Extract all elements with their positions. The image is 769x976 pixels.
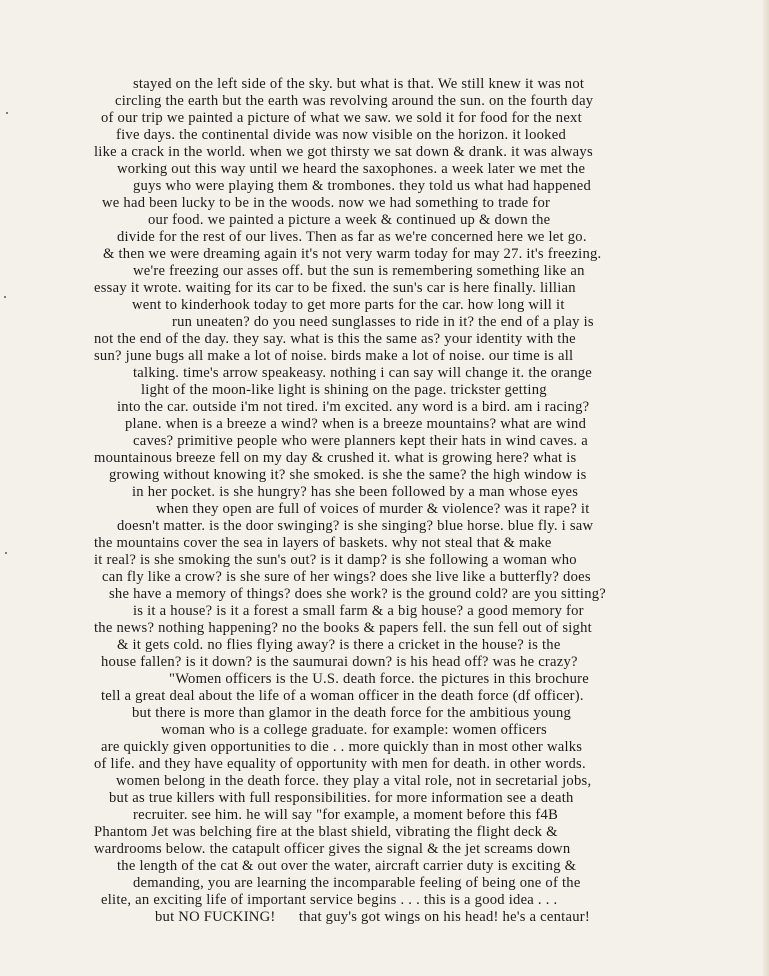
text-line: Phantom Jet was belching fire at the blast shield, vibrating the flight deck & — [94, 824, 558, 840]
page-edge — [763, 0, 769, 976]
text-line: light of the moon-like light is shining on the page. trickster getting — [141, 382, 547, 398]
text-line: & it gets cold. no flies flying away? is there a cricket in the house? is the — [117, 637, 561, 653]
text-line: circling the earth but the earth was revolving around the sun. on the fourth day — [115, 93, 594, 109]
text-line: elite, an exciting life of important service begins . . . this is a good idea . . . — [101, 892, 558, 908]
text-line: are quickly given opportunities to die . . more quickly than in most other walks — [101, 739, 583, 755]
text-line: but as true killers with full responsibilities. for more information see a death — [109, 790, 574, 806]
text-line: like a crack in the world. when we got thirsty we sat down & drank. it was always — [94, 144, 593, 160]
text-line: & then we were dreaming again it's not very warm today for may 27. it's freezing. — [103, 246, 602, 262]
text-line: went to kinderhook today to get more parts for the car. how long will it — [132, 297, 565, 313]
text-line: house fallen? is it down? is the saumurai down? is his head off? was he crazy? — [101, 654, 578, 670]
margin-mark — [5, 552, 7, 554]
text-line: recruiter. see him. he will say "for example, a moment before this f4B — [133, 807, 559, 823]
text-line: women belong in the death force. they play a vital role, not in secretarial jobs, — [116, 773, 592, 789]
text-line: essay it wrote. waiting for its car to be fixed. the sun's car is here finally. lillian — [94, 280, 576, 296]
margin-mark — [4, 296, 6, 298]
text-line: working out this way until we heard the saxophones. a week later we met the — [117, 161, 586, 177]
margin-mark — [6, 112, 8, 114]
text-line: into the car. outside i'm not tired. i'm excited. any word is a bird. am i racing? — [117, 399, 590, 415]
text-line: the news? nothing happening? no the books & papers fell. the sun fell out of sight — [94, 620, 592, 636]
text-line: mountainous breeze fell on my day & crushed it. what is growing here? what is — [94, 450, 577, 466]
text-line: caves? primitive people who were planners kept their hats in wind caves. a — [133, 433, 588, 449]
text-line: of life. and they have equality of opportunity with men for death. in other words. — [94, 756, 586, 772]
text-line: not the end of the day. they say. what is this the same as? your identity with the — [94, 331, 576, 347]
text-line: in her pocket. is she hungry? has she been followed by a man whose eyes — [132, 484, 579, 500]
text-line: but there is more than glamor in the death force for the ambitious young — [132, 705, 572, 721]
text-line: can fly like a crow? is she sure of her wings? does she live like a butterfly? does — [102, 569, 591, 585]
text-line: run uneaten? do you need sunglasses to ride in it? the end of a play is — [172, 314, 594, 330]
text-line: is it a house? is it a forest a small farm & a big house? a good memory for — [133, 603, 584, 619]
text-line: the length of the cat & out over the water, aircraft carrier duty is exciting & — [117, 858, 577, 874]
text-line: but NO FUCKING! that guy's got wings on his head! he's a centaur! — [155, 909, 590, 925]
text-line: woman who is a college graduate. for example: women officers — [161, 722, 547, 738]
text-line: guys who were playing them & trombones. they told us what had happened — [133, 178, 592, 194]
text-line: it real? is she smoking the sun's out? is it damp? is she following a woman who — [94, 552, 577, 568]
text-line: the mountains cover the sea in layers of baskets. why not steal that & make — [94, 535, 552, 551]
text-line: five days. the continental divide was now visible on the horizon. it looked — [116, 127, 566, 143]
text-line: demanding, you are learning the incomparable feeling of being one of the — [133, 875, 581, 891]
text-line: doesn't matter. is the door swinging? is she singing? blue horse. blue fly. i saw — [117, 518, 594, 534]
text-line: stayed on the left side of the sky. but what is that. We still knew it was not — [133, 76, 585, 92]
text-line: we're freezing our asses off. but the sun is remembering something like an — [133, 263, 585, 279]
text-line: divide for the rest of our lives. Then as far as we're concerned here we let go. — [117, 229, 587, 245]
text-line: tell a great deal about the life of a woman officer in the death force (df officer). — [101, 688, 584, 704]
text-line: talking. time's arrow speakeasy. nothing i can say will change it. the orange — [133, 365, 593, 381]
text-line: she have a memory of things? does she work? is the ground cold? are you sitting? — [109, 586, 607, 602]
text-line: our food. we painted a picture a week & continued up & down the — [148, 212, 551, 228]
text-line: plane. when is a breeze a wind? when is a breeze mountains? what are wind — [125, 416, 587, 432]
text-line: sun? june bugs all make a lot of noise. birds make a lot of noise. our time is all — [94, 348, 574, 364]
text-line: when they open are full of voices of murder & violence? was it rape? it — [156, 501, 590, 517]
text-line: we had been lucky to be in the woods. now we had something to trade for — [102, 195, 551, 211]
text-line: of our trip we painted a picture of what we saw. we sold it for food for the next — [101, 110, 582, 126]
text-line: growing without knowing it? she smoked. is she the same? the high window is — [109, 467, 587, 483]
text-line: "Women officers is the U.S. death force. the pictures in this brochure — [169, 671, 589, 687]
text-line: wardrooms below. the catapult officer gives the signal & the jet screams down — [94, 841, 571, 857]
